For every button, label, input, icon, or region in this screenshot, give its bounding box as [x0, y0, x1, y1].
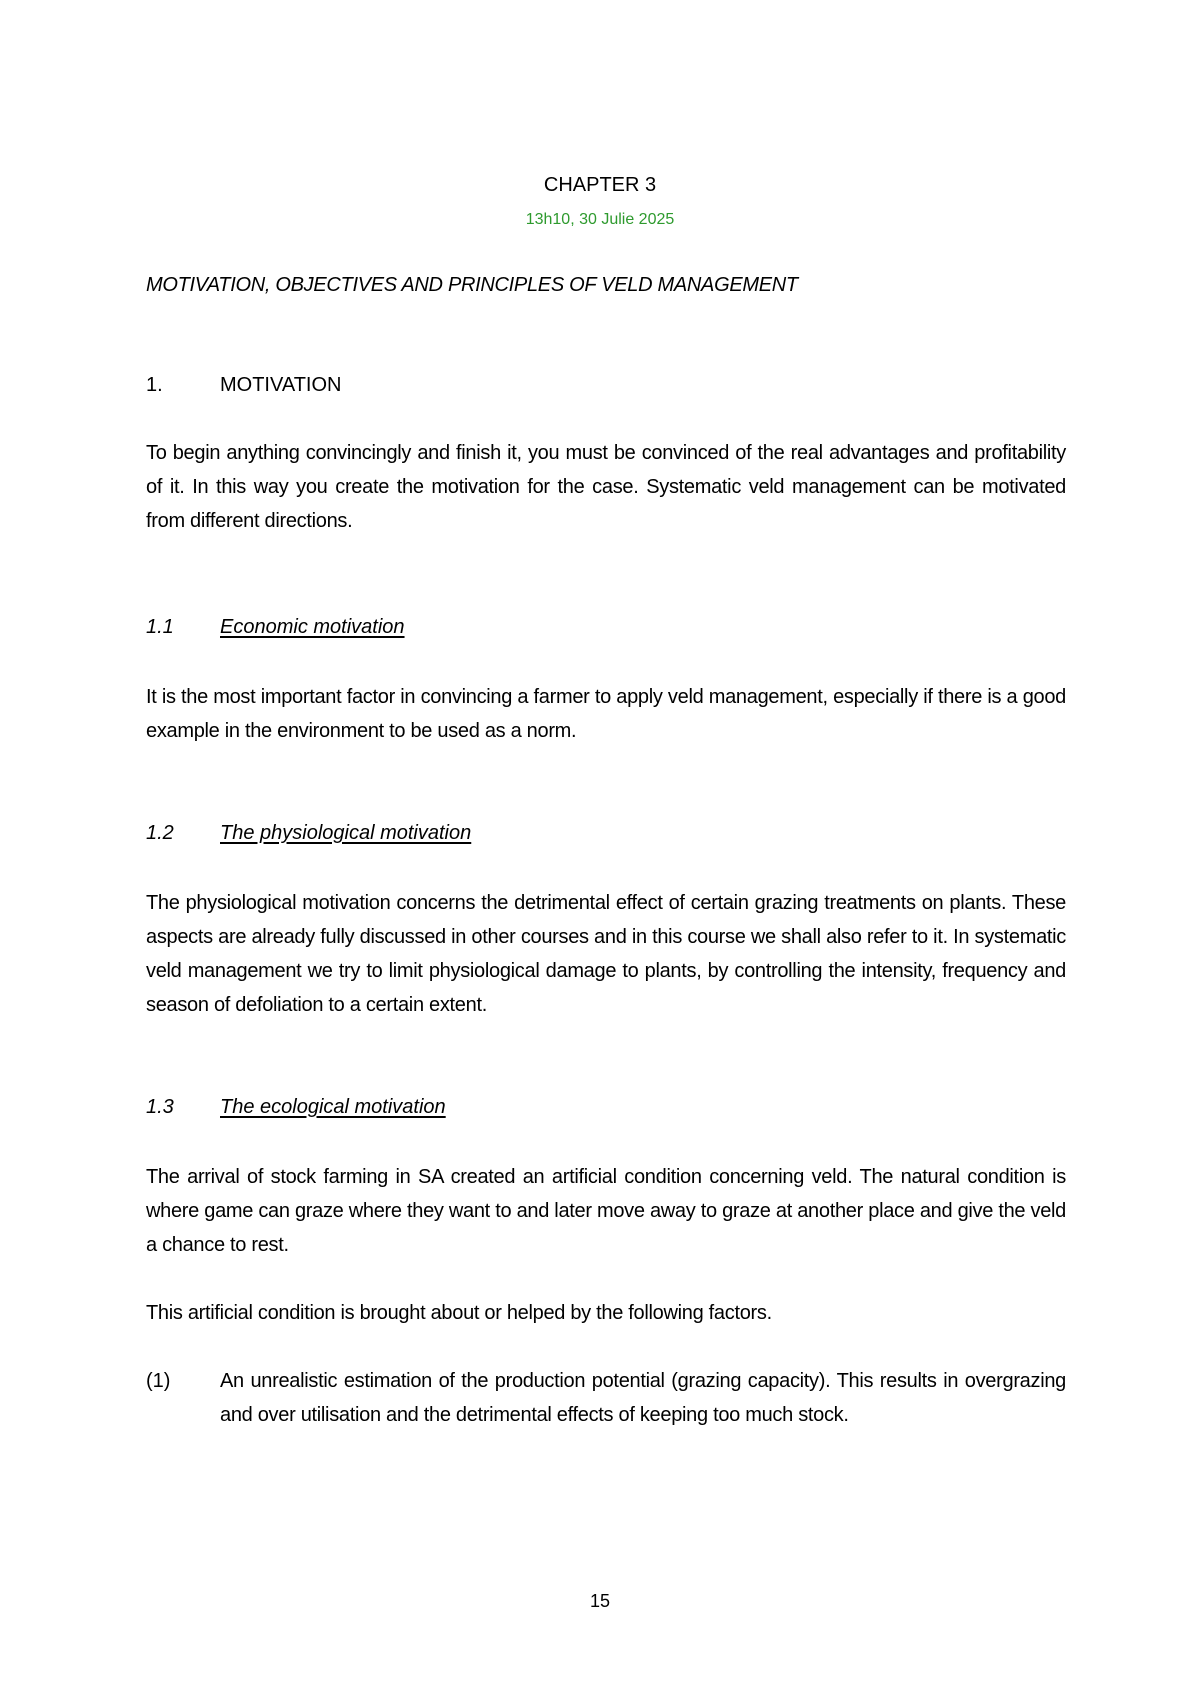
section-paragraph: To begin anything convincingly and finish it, you must be convinced of the real advantages and profitability of it. In this way you create the motivation for the case. Systematic veld management can be motivated from different directions. — [146, 442, 1066, 532]
document-title: MOTIVATION, OBJECTIVES AND PRINCIPLES OF VELD MANAGEMENT — [146, 274, 798, 296]
subsection-paragraph: The arrival of stock farming in SA created an artificial condition concerning veld. The natural condition is where game can graze where they want to and later move away to graze at another place and give the veld a chance to rest. — [146, 1166, 1066, 1256]
page-number: 15 — [589, 1591, 611, 1611]
section-number: 1. — [146, 374, 163, 396]
subsection-number: 1.1 — [146, 616, 174, 638]
timestamp: 13h10, 30 Julie 2025 — [525, 211, 675, 228]
subsection-paragraph: The physiological motivation concerns the detrimental effect of certain grazing treatments on plants. These aspects are already fully discussed in other courses and in this course we shall also refer to it. In systematic veld management we try to limit physiological damage to plants, by controlling the intensity, frequency and season of defoliation to a certain extent. — [146, 892, 1066, 1016]
list-marker: (1) — [146, 1370, 171, 1392]
subsection-title: Economic motivation — [220, 616, 405, 638]
subsection-number: 1.2 — [146, 822, 174, 844]
list-item-text: An unrealistic estimation of the production potential (grazing capacity). This results in overgrazing and over utilisation and the detrimental effects of keeping too much stock. — [220, 1370, 1066, 1426]
subsection-title: The physiological motivation — [220, 822, 472, 844]
chapter-title: CHAPTER 3 — [543, 174, 657, 196]
subsection-paragraph-secondary: This artificial condition is brought about or helped by the following factors. — [146, 1302, 772, 1324]
subsection-paragraph: It is the most important factor in convincing a farmer to apply veld management, especially if there is a good example in the environment to be used as a norm. — [146, 686, 1066, 742]
subsection-number: 1.3 — [146, 1096, 174, 1118]
section-title: MOTIVATION — [220, 374, 342, 396]
subsection-title: The ecological motivation — [220, 1096, 446, 1118]
